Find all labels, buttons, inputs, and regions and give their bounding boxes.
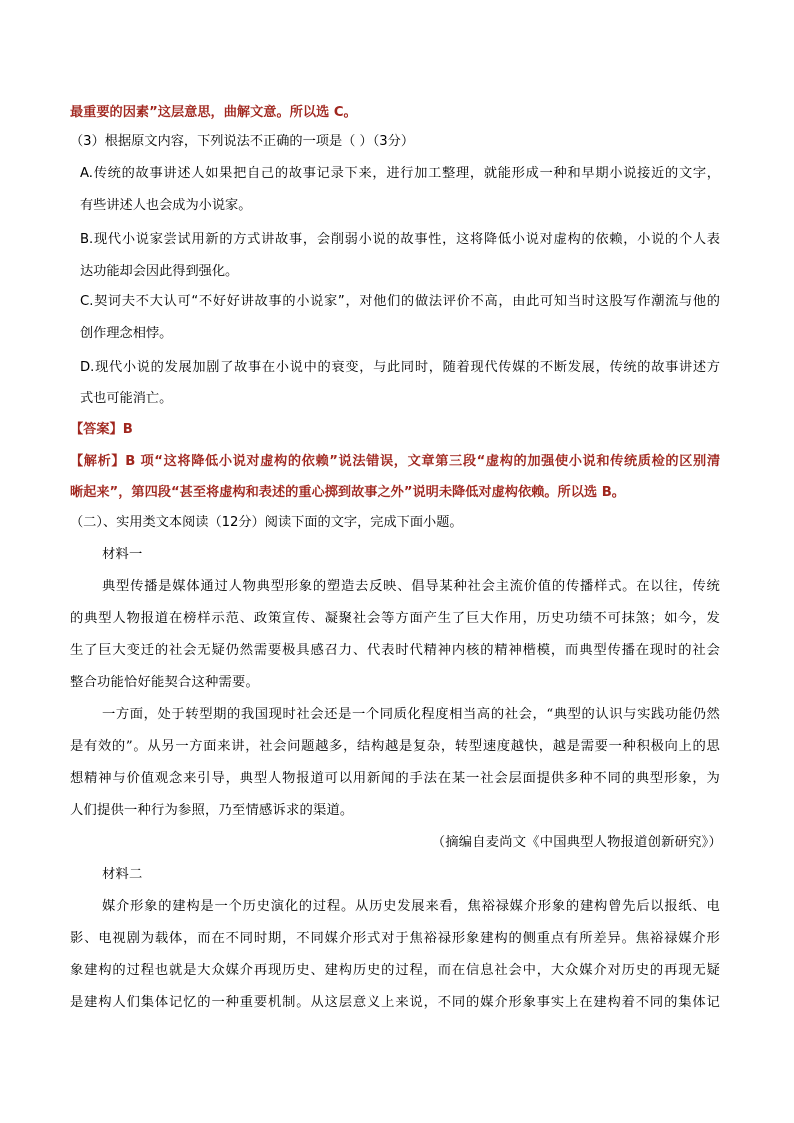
- option-a-line-2: 有些讲述人也会成为小说家。: [80, 198, 252, 213]
- answer-value: B: [122, 422, 133, 437]
- option-b-line-1: B.现代小说家尝试用新的方式讲故事，会削弱小说的故事性，这将降低小说对虚构的依赖，小说的个人表: [80, 232, 720, 247]
- material1-p2-line-3: 想精神与价值观念来引导，典型人物报道可以用新闻的手法在某一社会层面提供多种不同的典型形象，为: [70, 771, 720, 786]
- question-stem: （3）根据原文内容，下列说法不正确的一项是（ ）（3分）: [70, 134, 415, 149]
- section-heading: （二）、实用类文本阅读（12分）阅读下面的文字，完成下面小题。: [70, 515, 463, 530]
- continuation-text: 最重要的因素”这层意思，曲解文意。所以选 C。: [70, 105, 357, 120]
- material1-heading: 材料一: [102, 547, 143, 562]
- answer-label: 【答案】: [70, 422, 123, 437]
- material1-p1-line-4: 整合功能恰好能契合这种需要。: [70, 675, 259, 690]
- option-a-line-1: A.传统的故事讲述人如果把自己的故事记录下来，进行加工整理，就能形成一种和早期小说接近的文字，: [80, 166, 720, 181]
- option-d-line-2: 式也可能消亡。: [80, 391, 173, 406]
- analysis-label: 【解析】: [70, 454, 126, 469]
- option-d-line-1: D.现代小说的发展加剧了故事在小说中的衰变，与此同时，随着现代传媒的不断发展，传统的故事讲述方: [80, 360, 720, 375]
- answer-row: [70, 420, 133, 440]
- material2-p1-line-4: 是建构人们集体记忆的一种重要机制。从这层意义上来说，不同的媒介形象事实上在建构着不同的集体记: [70, 995, 720, 1010]
- analysis-line-1: [70, 452, 720, 472]
- material1-p2-line-2: 是有效的”。从另一方面来讲，社会问题越多，结构越是复杂，转型速度越快，越是需要一种积极向上的思: [70, 739, 720, 754]
- option-c-line-1: C.契诃夫不大认可“不好好讲故事的小说家”，对他们的做法评价不高，由此可知当时这股写作潮流与他的: [80, 294, 720, 309]
- material2-p1-line-2: 影、电视剧为载体，而在不同时期，不同媒介形式对于焦裕禄形象建构的侧重点有所差异。焦裕禄媒介形: [70, 931, 720, 946]
- material2-p1-line-1: 媒介形象的建构是一个历史演化的过程。从历史发展来看，焦裕禄媒介形象的建构曾先后以报纸、电: [102, 899, 720, 914]
- analysis-line-2: 晰起来”，第四段“甚至将虚构和表述的重心掷到故事之外”说明未降低对虚构依赖。所以选 B。: [70, 485, 625, 500]
- option-c-line-2: 创作理念相悖。: [80, 326, 173, 341]
- material1-p1-line-2: 的典型人物报道在榜样示范、政策宣传、凝聚社会等方面产生了巨大作用，历史功绩不可抹煞；如今，发: [70, 611, 720, 626]
- option-b-line-2: 达功能却会因此得到强化。: [80, 264, 239, 279]
- analysis-text-1: B 项“这将降低小说对虚构的依赖”说法错误，文章第三段“虚构的加强使小说和传统质检的区别清: [125, 454, 721, 469]
- material1-source: （摘编自麦尚文《中国典型人物报道创新研究》）: [431, 835, 722, 850]
- material1-p1-line-1: 典型传播是媒体通过人物典型形象的塑造去反映、倡导某种社会主流价值的传播样式。在以往，传统: [102, 579, 720, 594]
- material2-p1-line-3: 象建构的过程也就是大众媒介再现历史、建构历史的过程，而在信息社会中，大众媒介对历史的再现无疑: [70, 963, 720, 978]
- material1-p2-line-4: 人们提供一种行为参照，乃至情感诉求的渠道。: [70, 803, 354, 818]
- material2-heading: 材料二: [102, 867, 143, 882]
- material1-p1-line-3: 生了巨大变迁的社会无疑仍然需要极具感召力、代表时代精神内核的精神楷模，而典型传播在现时的社会: [70, 643, 720, 658]
- material1-p2-line-1: 一方面，处于转型期的我国现时社会还是一个同质化程度相当高的社会，“典型的认识与实践功能仍然: [102, 707, 720, 722]
